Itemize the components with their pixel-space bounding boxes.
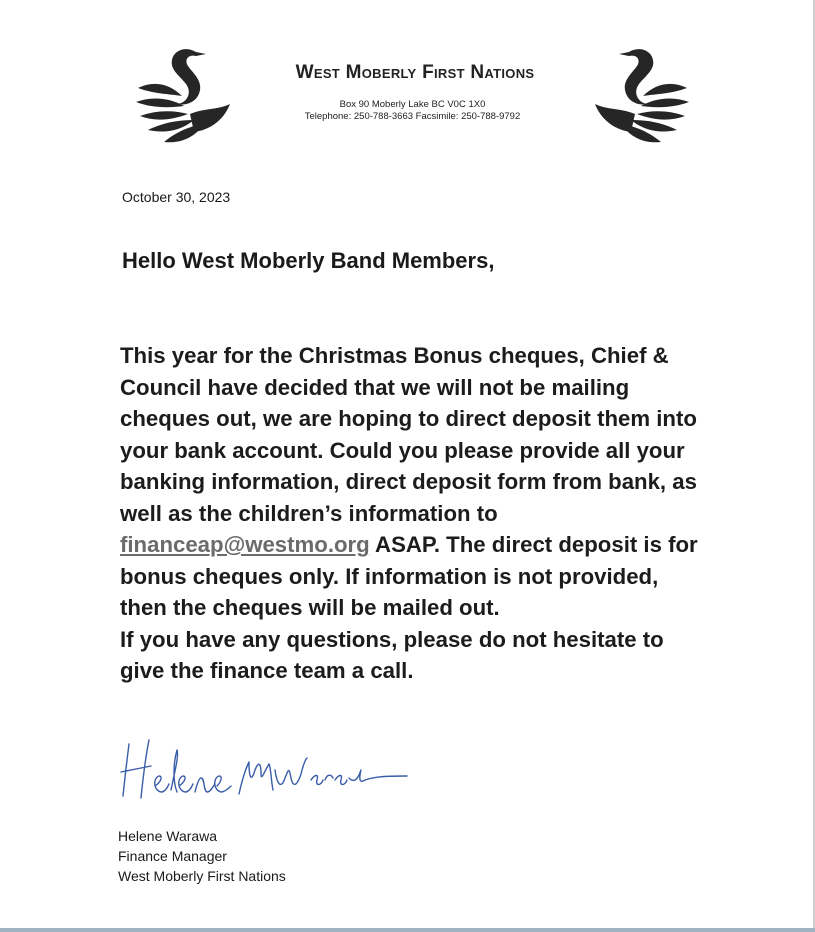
swan-icon xyxy=(591,44,691,149)
page-edge-bottom xyxy=(0,928,815,932)
letter-body xyxy=(120,340,710,687)
body-text-part-2: ASAP. The direct deposit is for bonus cheques only. If information is not provided, then the cheques will be mailed out. xyxy=(120,532,698,620)
signer-name: Helene Warawa xyxy=(118,828,218,844)
handwritten-signature xyxy=(115,730,425,810)
finance-email-link[interactable]: financeap@westmo.org xyxy=(120,532,370,557)
swan-icon xyxy=(134,44,234,149)
organization-phone-fax: Telephone: 250-788-3663 Facsimile: 250-788-9792 xyxy=(304,111,521,122)
signer-organization: West Moberly First Nations xyxy=(118,868,286,884)
letter-date: October 30, 2023 xyxy=(122,189,231,205)
organization-name: West Moberly First Nations xyxy=(295,62,535,83)
letter-greeting: Hello West Moberly Band Members, xyxy=(122,248,495,273)
body-text-part-1: This year for the Christmas Bonus cheques, Chief & Council have decided that we will not be mailing cheques out, we are hoping to direct deposit them into your bank account. Could you please provide all your banking information, direct deposit form from bank, as well as the children’s information to xyxy=(120,343,697,526)
organization-address: Box 90 Moberly Lake BC V0C 1X0 xyxy=(339,99,486,110)
body-paragraph-1 xyxy=(120,340,710,624)
body-paragraph-2: If you have any questions, please do not hesitate to give the finance team a call. xyxy=(120,626,664,683)
letterhead xyxy=(130,40,695,150)
signer-title: Finance Manager xyxy=(118,848,227,864)
signer-block xyxy=(118,826,286,886)
